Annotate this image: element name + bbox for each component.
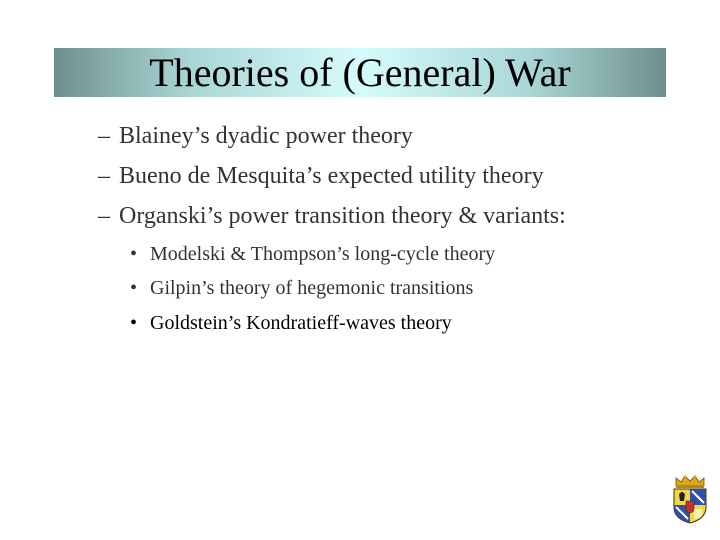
sub-bullet-item (130, 311, 452, 335)
bullet-marker: • (130, 277, 138, 299)
bullet-item (98, 162, 544, 190)
bullet-item (98, 202, 566, 230)
bullet-marker: • (130, 312, 138, 334)
bullet-item (98, 122, 413, 150)
bullet-marker: • (130, 243, 138, 265)
sub-bullet-text: Goldstein’s Kondratieff-waves theory (150, 312, 452, 334)
bullet-text: Blainey’s dyadic power theory (119, 123, 413, 149)
sub-bullet-item (130, 276, 473, 300)
dash-marker: – (98, 123, 110, 149)
sub-bullet-item (130, 242, 495, 266)
title-bar (54, 48, 666, 97)
dash-marker: – (98, 203, 110, 229)
sub-bullet-text: Modelski & Thompson’s long-cycle theory (150, 243, 496, 265)
coat-of-arms-icon (671, 474, 709, 524)
bullet-text: Bueno de Mesquita’s expected utility theory (119, 163, 544, 189)
bullet-text: Organski’s power transition theory & variants: (119, 203, 566, 229)
slide-title: Theories of (General) War (149, 50, 571, 95)
sub-bullet-text: Gilpin’s theory of hegemonic transitions (150, 277, 474, 299)
dash-marker: – (98, 163, 110, 189)
